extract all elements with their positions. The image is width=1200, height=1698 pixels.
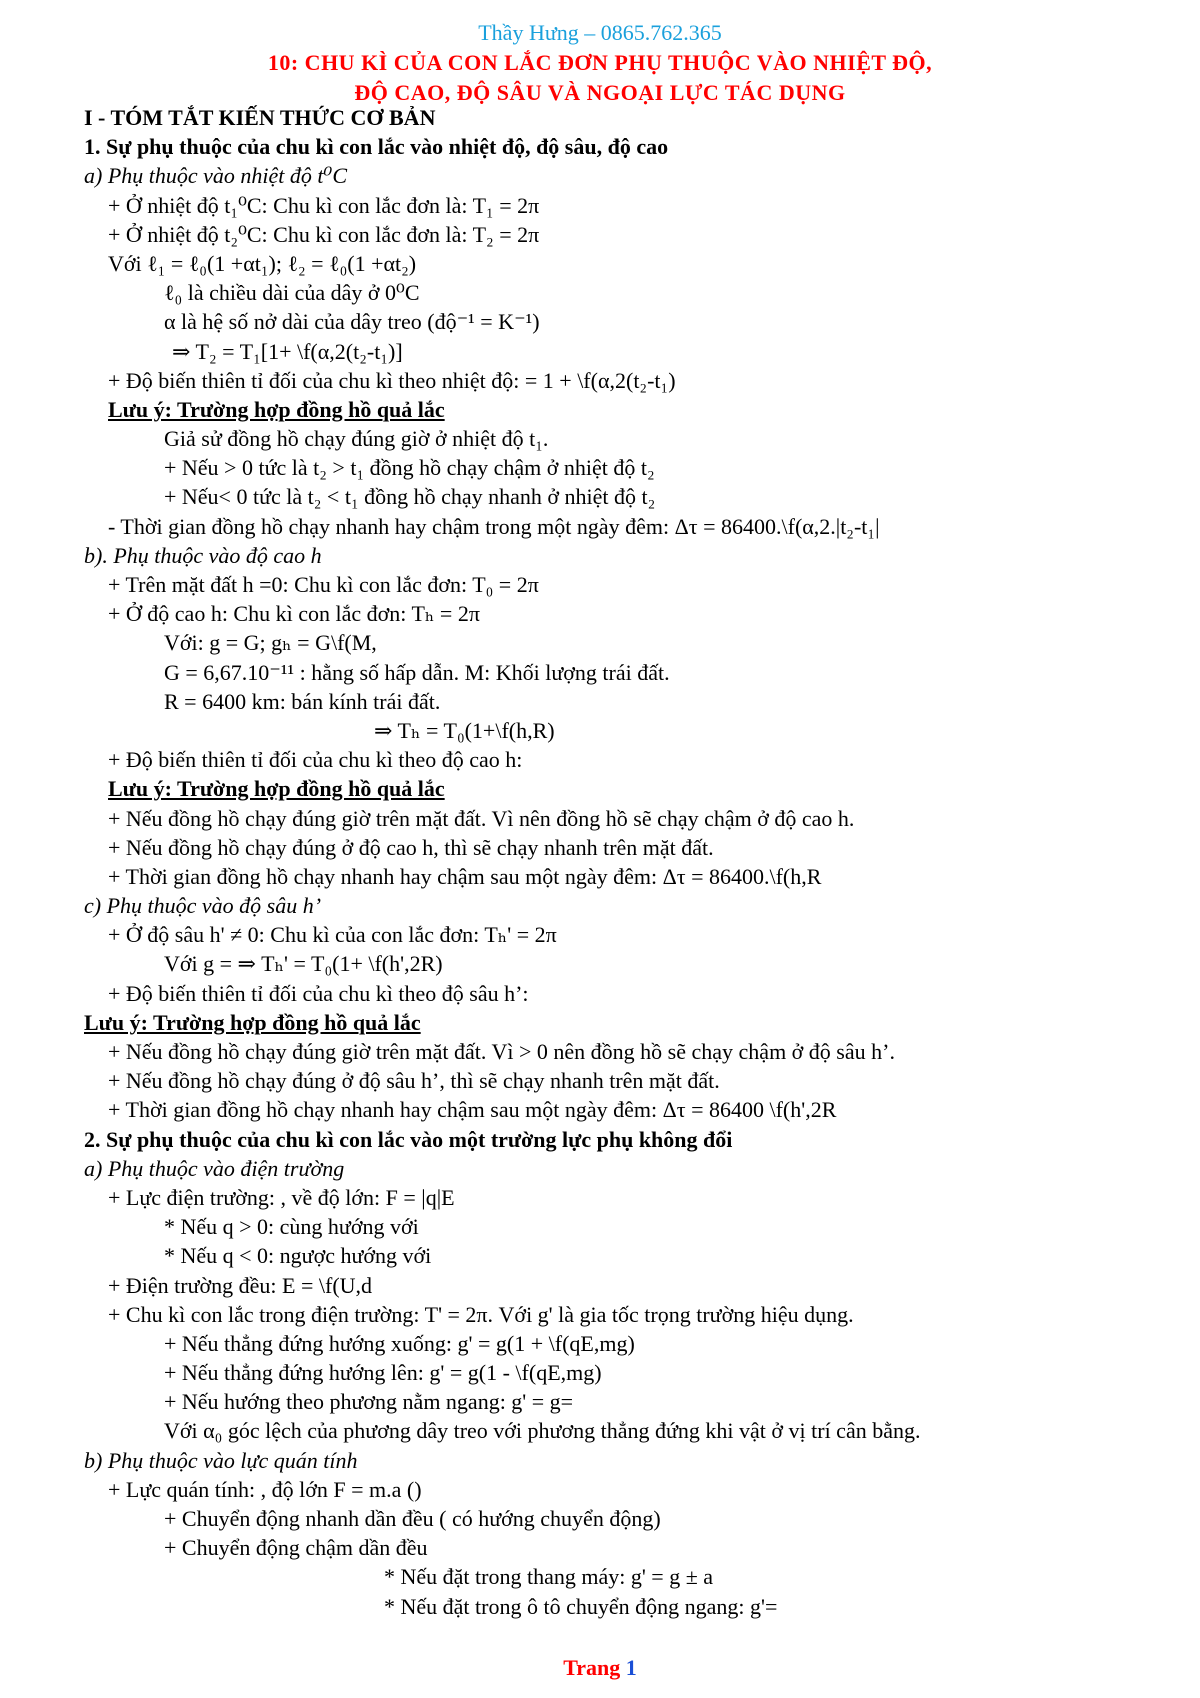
text-line: + Lực điện trường: , về độ lớn: F = |q|E	[108, 1184, 455, 1210]
text-line: α là hệ số nở dài của dây treo (độ⁻¹ = K⁻¹)	[164, 309, 540, 335]
text-line: + Lực quán tính: , độ lớn F = m.a ()	[108, 1476, 422, 1502]
page-footer	[0, 1655, 1200, 1681]
note-heading: Lưu ý: Trường hợp đồng hồ quả lắc	[108, 396, 445, 422]
subsection-heading: 1. Sự phụ thuộc của chu kì con lắc vào nhiệt độ, độ sâu, độ cao	[84, 134, 669, 160]
text-line: * Nếu đặt trong thang máy: g' = g ± a	[384, 1564, 714, 1590]
page-label: Trang	[563, 1655, 621, 1680]
note-heading: Lưu ý: Trường hợp đồng hồ quả lắc	[84, 1009, 421, 1035]
text-line: + Ở độ cao h: Chu kì con lắc đơn: Tₕ = 2π	[108, 601, 480, 627]
text-line: + Chuyển động chậm dần đều	[164, 1535, 428, 1561]
text-line: + Ở nhiệt độ t₂⁰C: Chu kì con lắc đơn là: T₂ = 2π	[108, 221, 540, 247]
subsection-heading: 2. Sự phụ thuộc của chu kì con lắc vào một trường lực phụ không đổi	[84, 1126, 733, 1152]
text-line: Với: g = G; gₕ = G\f(M,	[164, 630, 377, 656]
text-line: + Nếu< 0 tức là t₂ < t₁ đồng hồ chạy nhanh ở nhiệt độ t₂	[164, 484, 656, 510]
lesson-title-line2: ĐỘ CAO, ĐỘ SÂU VÀ NGOẠI LỰC TÁC DỤNG	[354, 80, 846, 105]
text-line: + Ở độ sâu h' ≠ 0: Chu kì của con lắc đơn: Tₕ' = 2π	[108, 922, 557, 948]
text-line: + Nếu đồng hồ chạy đúng ở độ cao h, thì sẽ chạy nhanh trên mặt đất.	[108, 834, 714, 860]
text-line: + Độ biến thiên tỉ đối của chu kì theo nhiệt độ: = 1 + \f(α,2(t₂-t₁)	[108, 367, 676, 393]
text-line: R = 6400 km: bán kính trái đất.	[164, 688, 441, 714]
text-line: Với g = ⇒ Tₕ' = T₀(1+ \f(h',2R)	[164, 951, 443, 977]
text-line: + Thời gian đồng hồ chạy nhanh hay chậm sau một ngày đêm: Δτ = 86400.\f(h,R	[108, 863, 822, 889]
topic-heading: a) Phụ thuộc vào điện trường	[84, 1155, 345, 1181]
lesson-title-line1: 10: CHU KÌ CỦA CON LẮC ĐƠN PHỤ THUỘC VÀO NHIỆT ĐỘ,	[267, 50, 933, 75]
text-line: * Nếu q < 0: ngược hướng với	[164, 1243, 432, 1269]
text-line: + Nếu thẳng đứng hướng lên: g' = g(1 - \f(qE,mg)	[164, 1360, 602, 1386]
note-heading: Lưu ý: Trường hợp đồng hồ quả lắc	[108, 776, 445, 802]
formula-line: ⇒ T₂ = T₁[1+ \f(α,2(t₂-t₁)]	[172, 338, 403, 364]
text-line: + Độ biến thiên tỉ đối của chu kì theo độ cao h:	[108, 747, 523, 773]
document-body	[84, 103, 1184, 1621]
text-line: + Chuyển động nhanh dần đều ( có hướng chuyển động)	[164, 1506, 661, 1531]
text-line: + Ở nhiệt độ t₁⁰C: Chu kì con lắc đơn là: T₁ = 2π	[108, 192, 540, 218]
text-line: + Độ biến thiên tỉ đối của chu kì theo độ sâu h’:	[108, 980, 529, 1006]
text-line: Với ℓ₁ = ℓ₀(1 +αt₁); ℓ₂ = ℓ₀(1 +αt₂)	[108, 250, 417, 276]
section-heading: I - TÓM TẮT KIẾN THỨC CƠ BẢN	[84, 105, 436, 130]
topic-heading: a) Phụ thuộc vào nhiệt độ t⁰C	[84, 163, 348, 189]
text-line: + Thời gian đồng hồ chạy nhanh hay chậm sau một ngày đêm: Δτ = 86400 \f(h',2R	[108, 1097, 837, 1123]
topic-heading: b). Phụ thuộc vào độ cao h	[84, 542, 322, 568]
text-line: + Nếu hướng theo phương nằm ngang: g' = g=	[164, 1389, 574, 1415]
formula-line: ⇒ Tₕ = T₀(1+\f(h,R)	[374, 717, 555, 743]
text-line: + Nếu đồng hồ chạy đúng ở độ sâu h’, thì sẽ chạy nhanh trên mặt đất.	[108, 1068, 720, 1094]
text-line: Giả sử đồng hồ chạy đúng giờ ở nhiệt độ t₁.	[164, 426, 549, 452]
topic-heading: c) Phụ thuộc vào độ sâu h’	[84, 893, 322, 919]
text-line: + Chu kì con lắc trong điện trường: T' = 2π. Với g' là gia tốc trọng trường hiệu dụng.	[108, 1301, 854, 1327]
text-line: - Thời gian đồng hồ chạy nhanh hay chậm trong một ngày đêm: Δτ = 86400.\f(α,2.|t₂-t₁|	[108, 513, 880, 539]
topic-heading: b) Phụ thuộc vào lực quán tính	[84, 1447, 358, 1473]
teacher-contact: Thầy Hưng – 0865.762.365	[478, 20, 722, 45]
text-line: + Nếu thẳng đứng hướng xuống: g' = g(1 + \f(qE,mg)	[164, 1330, 635, 1356]
text-line: G = 6,67.10⁻¹¹ : hằng số hấp dẫn. M: Khối lượng trái đất.	[164, 659, 670, 685]
text-line: + Nếu > 0 tức là t₂ > t₁ đồng hồ chạy chậm ở nhiệt độ t₂	[164, 455, 655, 481]
text-line: Với α₀ góc lệch của phương dây treo với phương thẳng đứng khi vật ở vị trí cân bằng.	[164, 1418, 921, 1444]
text-line: + Điện trường đều: E = \f(U,d	[108, 1272, 373, 1298]
page-number: 1	[625, 1655, 637, 1680]
text-line: * Nếu đặt trong ô tô chuyển động ngang: g'=	[384, 1593, 778, 1619]
text-line: + Nếu đồng hồ chạy đúng giờ trên mặt đất. Vì > 0 nên đồng hồ sẽ chạy chậm ở độ sâu h’.	[108, 1039, 895, 1064]
text-line: + Trên mặt đất h =0: Chu kì con lắc đơn: T₀ = 2π	[108, 572, 539, 597]
text-line: ℓ₀ là chiều dài của dây ở 0⁰C	[164, 280, 420, 306]
text-line: + Nếu đồng hồ chạy đúng giờ trên mặt đất. Vì nên đồng hồ sẽ chạy chậm ở độ cao h.	[108, 805, 855, 831]
document-header	[0, 18, 1200, 108]
text-line: * Nếu q > 0: cùng hướng với	[164, 1214, 419, 1240]
